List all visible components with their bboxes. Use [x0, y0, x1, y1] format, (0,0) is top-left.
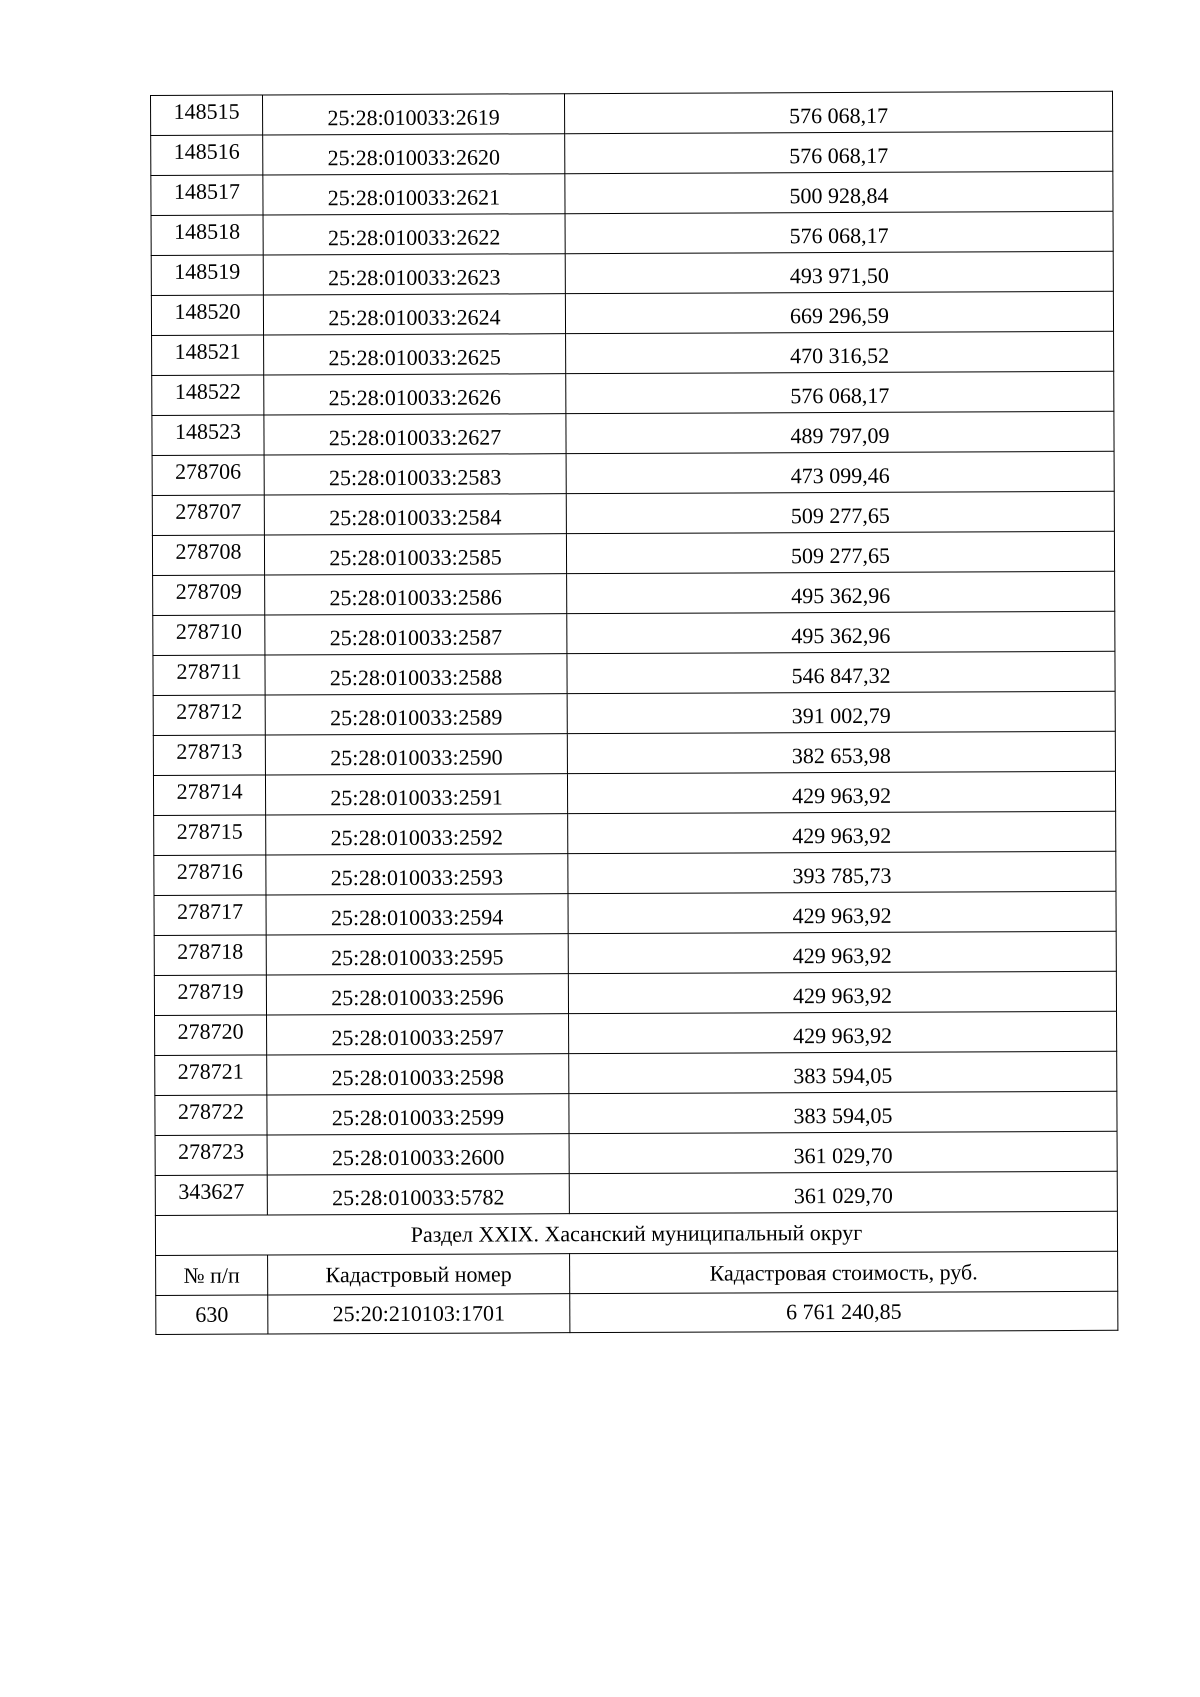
cadastral-number: 25:28:010033:2625	[264, 334, 566, 375]
table-row	[152, 531, 1114, 575]
table-row	[153, 651, 1115, 695]
table-row	[152, 331, 1114, 375]
row-number: 278719	[154, 975, 266, 1015]
cadastral-value: 576 068,17	[564, 91, 1112, 133]
cadastral-number: 25:28:010033:2594	[266, 894, 568, 935]
row-number: 148517	[151, 175, 263, 215]
table-row	[154, 971, 1116, 1015]
row-number: 278714	[153, 775, 265, 815]
table-row	[152, 451, 1114, 495]
cadastral-value: 576 068,17	[566, 371, 1114, 413]
row-number: 148523	[152, 415, 264, 455]
cadastral-value: 382 653,98	[567, 731, 1115, 773]
cadastral-number: 25:28:010033:2596	[266, 974, 568, 1015]
cadastral-value: 429 963,92	[567, 771, 1115, 813]
cadastral-value: 509 277,65	[566, 531, 1114, 573]
cadastral-number: 25:28:010033:2619	[263, 94, 565, 135]
cadastral-number: 25:28:010033:2587	[265, 614, 567, 655]
row-number: 343627	[155, 1175, 267, 1215]
row-number: 278711	[153, 655, 265, 695]
table-row	[154, 851, 1116, 895]
cadastral-value: 489 797,09	[566, 411, 1114, 453]
cadastral-value: 393 785,73	[568, 851, 1116, 893]
table-row	[152, 491, 1114, 535]
cadastral-value: 495 362,96	[567, 571, 1115, 613]
header-cadastral-number: Кадастровый номер	[268, 1254, 570, 1295]
header-row-number: № п/п	[156, 1255, 268, 1295]
cadastral-value-table	[150, 91, 1118, 1335]
cadastral-number: 25:28:010033:2586	[265, 574, 567, 615]
cadastral-value: 576 068,17	[565, 211, 1113, 253]
table-row	[155, 1171, 1117, 1215]
column-header-row	[156, 1251, 1118, 1295]
table-row	[153, 771, 1115, 815]
cadastral-number: 25:28:010033:2627	[264, 414, 566, 455]
row-number: 278720	[155, 1015, 267, 1055]
table-row	[151, 291, 1113, 335]
cadastral-value: 669 296,59	[565, 291, 1113, 333]
cadastral-value: 473 099,46	[566, 451, 1114, 493]
table-row	[153, 611, 1115, 655]
cadastral-value: 493 971,50	[565, 251, 1113, 293]
row-number: 148520	[151, 295, 263, 335]
row-number: 148518	[151, 215, 263, 255]
cadastral-number: 25:20:210103:1701	[268, 1294, 570, 1334]
row-number: 278718	[154, 935, 266, 975]
cadastral-value: 500 928,84	[565, 171, 1113, 213]
table-row	[151, 251, 1113, 295]
row-number: 278721	[155, 1055, 267, 1095]
cadastral-number: 25:28:010033:2620	[263, 134, 565, 175]
cadastral-number: 25:28:010033:2597	[267, 1014, 569, 1055]
cadastral-number: 25:28:010033:2590	[265, 734, 567, 775]
row-number: 278716	[154, 855, 266, 895]
row-number: 278713	[153, 735, 265, 775]
cadastral-value: 470 316,52	[566, 331, 1114, 373]
row-number: 148522	[152, 375, 264, 415]
table-row	[152, 371, 1114, 415]
cadastral-value: 361 029,70	[569, 1131, 1117, 1173]
cadastral-number: 25:28:010033:2595	[266, 934, 568, 975]
table-row	[155, 1091, 1117, 1135]
row-number: 148521	[152, 335, 264, 375]
cadastral-number: 25:28:010033:2591	[265, 774, 567, 815]
table-row	[154, 931, 1116, 975]
row-number: 278707	[152, 495, 264, 535]
table-row	[153, 571, 1115, 615]
cadastral-value: 429 963,92	[568, 811, 1116, 853]
cadastral-number: 25:28:010033:2626	[264, 374, 566, 415]
row-number: 278706	[152, 455, 264, 495]
table-row	[152, 411, 1114, 455]
table-row	[153, 731, 1115, 775]
cadastral-value: 429 963,92	[568, 971, 1116, 1013]
table-row	[154, 811, 1116, 855]
table-row	[156, 1291, 1118, 1334]
cadastral-value: 429 963,92	[568, 931, 1116, 973]
cadastral-number: 25:28:010033:2593	[266, 854, 568, 895]
row-number: 278712	[153, 695, 265, 735]
cadastral-value: 546 847,32	[567, 651, 1115, 693]
table-row	[155, 1051, 1117, 1095]
header-cadastral-value: Кадастровая стоимость, руб.	[570, 1251, 1118, 1293]
cadastral-number: 25:28:010033:2588	[265, 654, 567, 695]
row-number: 148515	[151, 95, 263, 135]
cadastral-number: 25:28:010033:2599	[267, 1094, 569, 1135]
cadastral-value: 391 002,79	[567, 691, 1115, 733]
table-body	[151, 91, 1118, 1334]
cadastral-value: 383 594,05	[569, 1091, 1117, 1133]
cadastral-number: 25:28:010033:5782	[267, 1174, 569, 1215]
cadastral-number: 25:28:010033:2624	[263, 294, 565, 335]
cadastral-number: 25:28:010033:2622	[263, 214, 565, 255]
cadastral-number: 25:28:010033:2589	[265, 694, 567, 735]
cadastral-value: 429 963,92	[568, 891, 1116, 933]
row-number: 148516	[151, 135, 263, 175]
cadastral-number: 25:28:010033:2584	[264, 494, 566, 535]
cadastral-value: 429 963,92	[569, 1011, 1117, 1053]
section-header-row	[155, 1211, 1117, 1255]
table-row	[155, 1131, 1117, 1175]
row-number: 278710	[153, 615, 265, 655]
row-number: 278723	[155, 1135, 267, 1175]
cadastral-value: 576 068,17	[565, 131, 1113, 173]
row-number: 148519	[151, 255, 263, 295]
cadastral-number: 25:28:010033:2621	[263, 174, 565, 215]
cadastral-number: 25:28:010033:2598	[267, 1054, 569, 1095]
cadastral-value: 361 029,70	[569, 1171, 1117, 1213]
cadastral-number: 25:28:010033:2623	[263, 254, 565, 295]
table-row	[151, 131, 1113, 175]
cadastral-value: 509 277,65	[566, 491, 1114, 533]
cadastral-value: 6 761 240,85	[570, 1291, 1118, 1332]
table-row	[151, 171, 1113, 215]
cadastral-number: 25:28:010033:2600	[267, 1134, 569, 1175]
cadastral-value: 383 594,05	[569, 1051, 1117, 1093]
table-row	[151, 91, 1113, 135]
table-row	[155, 1011, 1117, 1055]
section-title: Раздел XXIX. Хасанский муниципальный округ	[155, 1211, 1117, 1255]
row-number: 278717	[154, 895, 266, 935]
row-number: 630	[156, 1295, 268, 1334]
cadastral-number: 25:28:010033:2583	[264, 454, 566, 495]
cadastral-number: 25:28:010033:2585	[264, 534, 566, 575]
row-number: 278709	[153, 575, 265, 615]
row-number: 278722	[155, 1095, 267, 1135]
row-number: 278715	[154, 815, 266, 855]
cadastral-value: 495 362,96	[567, 611, 1115, 653]
row-number: 278708	[152, 535, 264, 575]
table-row	[154, 891, 1116, 935]
cadastral-number: 25:28:010033:2592	[266, 814, 568, 855]
table-row	[153, 691, 1115, 735]
table-row	[151, 211, 1113, 255]
